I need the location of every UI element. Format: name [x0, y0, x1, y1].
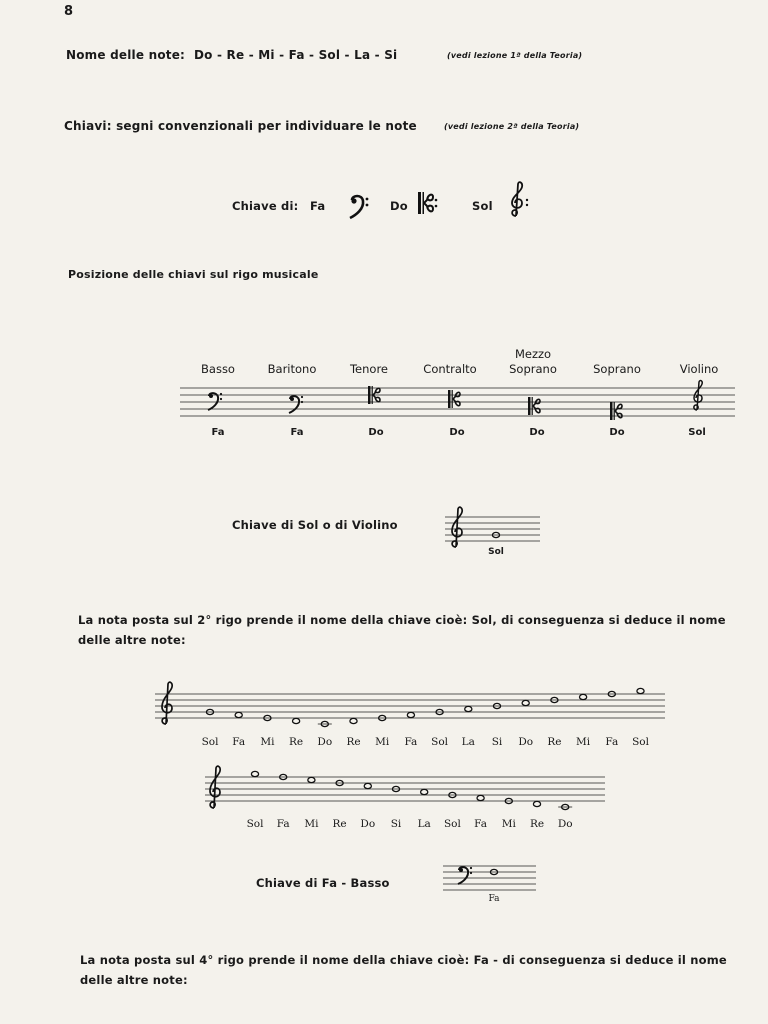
fa-clef-label: Chiave di Fa - Basso: [256, 876, 390, 890]
note-name: Re: [346, 736, 361, 748]
clef-sol-label: Sol: [472, 199, 493, 213]
clef-name-baritono: Baritono: [267, 362, 317, 376]
note-name: La: [461, 736, 475, 748]
note-name: Fa: [605, 736, 619, 748]
sol-clef-label: Chiave di Sol o di Violino: [232, 518, 398, 532]
note-names-label: Nome delle note:: [66, 48, 186, 62]
clef-note-mezzo-soprano: Do: [529, 427, 545, 438]
f-clef-icon: [458, 867, 472, 884]
clefs-definition: Chiavi: segni convenzionali per individuare le note: [64, 119, 417, 133]
clef-note-basso: Fa: [211, 427, 225, 438]
note-name: Do: [360, 818, 376, 830]
clef-note-baritono: Fa: [290, 427, 304, 438]
note-name: Mi: [304, 818, 319, 830]
clef-name-tenore: Tenore: [349, 362, 389, 376]
clef-note-violino: Sol: [688, 427, 706, 438]
note-name: Re: [547, 736, 562, 748]
clef-note-soprano: Do: [609, 427, 625, 438]
mezzo-label: Mezzo: [514, 347, 552, 361]
page-number: 8: [64, 4, 74, 19]
note-name: Mi: [501, 818, 516, 830]
note-name: Si: [491, 736, 503, 748]
fa-staff-lines: [443, 866, 536, 890]
note-name: Fa: [474, 818, 488, 830]
clef-name-mezzo-soprano: Soprano: [509, 362, 557, 376]
clef-do-label: Do: [390, 199, 408, 213]
clef-fa-label: Fa: [310, 199, 326, 213]
note-name: Sol: [443, 818, 461, 830]
paragraph-fa: La nota posta sul 4° rigo prende il nome della chiave cioè: Fa - di conseguenza si deduce il nome delle altre note:: [80, 953, 727, 987]
note-name: Si: [390, 818, 402, 830]
clef-note-contralto: Do: [449, 427, 465, 438]
note-name: La: [417, 818, 431, 830]
sol-note-label: Sol: [488, 547, 504, 557]
note-name: Fa: [232, 736, 246, 748]
note-name: Re: [289, 736, 304, 748]
note-names-reference: (vedi lezione 1ª della Teoria): [447, 51, 583, 60]
note-name: Mi: [576, 736, 591, 748]
note-name: Mi: [375, 736, 390, 748]
clef-name-violino: Violino: [679, 362, 719, 376]
clef-note-tenore: Do: [368, 427, 384, 438]
clef-line-label: Chiave di:: [232, 199, 299, 213]
note-name: Sol: [632, 736, 649, 748]
note-name: Do: [518, 736, 534, 748]
note-name: Sol: [431, 736, 449, 748]
fa-note-label: Fa: [488, 894, 500, 904]
note-name: Sol: [246, 818, 264, 830]
note-name: Mi: [260, 736, 275, 748]
note-name: Sol: [201, 736, 219, 748]
note-name: Fa: [276, 818, 290, 830]
note-names-list: Do - Re - Mi - Fa - Sol - La - Si: [194, 48, 398, 62]
clef-name-basso: Basso: [201, 362, 235, 376]
positions-heading: Posizione delle chiavi sul rigo musicale: [68, 268, 319, 281]
clef-name-soprano: Soprano: [593, 362, 641, 376]
clefs-reference: (vedi lezione 2ª della Teoria): [444, 122, 580, 131]
note-name: Re: [332, 818, 347, 830]
note-name: Fa: [404, 736, 418, 748]
paragraph-sol: La nota posta sul 2° rigo prende il nome della chiave cioè: Sol, di conseguenza si deduce il nome delle altre note:: [78, 613, 726, 647]
note-name: Do: [557, 818, 573, 830]
note-name: Re: [529, 818, 545, 830]
clef-name-contralto: Contralto: [423, 362, 477, 376]
note-name: Do: [317, 736, 333, 748]
